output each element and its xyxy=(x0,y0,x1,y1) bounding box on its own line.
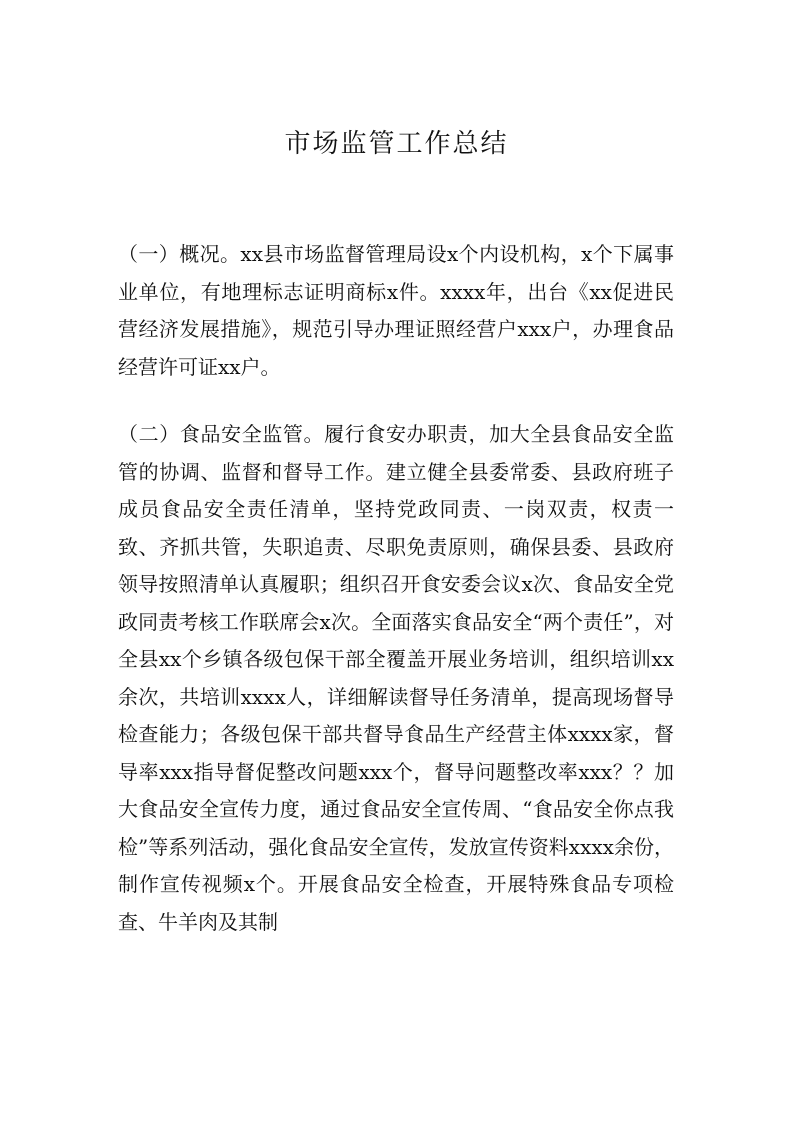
paragraph-overview: （一）概况。xx县市场监督管理局设x个内设机构，x个下属事业单位，有地理标志证明商标x件。xxxx年，出台《xx促进民营经济发展措施》，规范引导办理证照经营户xxx户，办理食品经营许可证xx户。 xyxy=(118,242,674,379)
paragraph-food-safety: （二）食品安全监管。履行食安办职责，加大全县食品安全监管的协调、监督和督导工作。建立健全县委常委、县政府班子成员食品安全责任清单，坚持党政同责、一岗双责，权责一致、齐抓共管，失职追责、尽职免责原则，确保县委、县政府领导按照清单认真履职；组织召开食安委会议x次、食品安全党政同责考核工作联席会x次。全面落实食品安全“两个责任”，对全县xx个乡镇各级包保干部全覆盖开展业务培训，组织培训xx余次，共培训xxxx人，详细解读督导任务清单，提高现场督导检查能力；各级包保干部共督导食品生产经营主体xxxx家，督导率xxx指导督促整改问题xxx个，督导问题整改率xxx？？加大食品安全宣传力度，通过食品安全宣传周、“食品安全你点我检”等系列活动，强化食品安全宣传，发放宣传资料xxxx余份，制作宣传视频x个。开展食品安全检查，开展特殊食品专项检查、牛羊肉及其制 xyxy=(118,422,674,934)
document-title: 市场监管工作总结 xyxy=(284,129,509,159)
